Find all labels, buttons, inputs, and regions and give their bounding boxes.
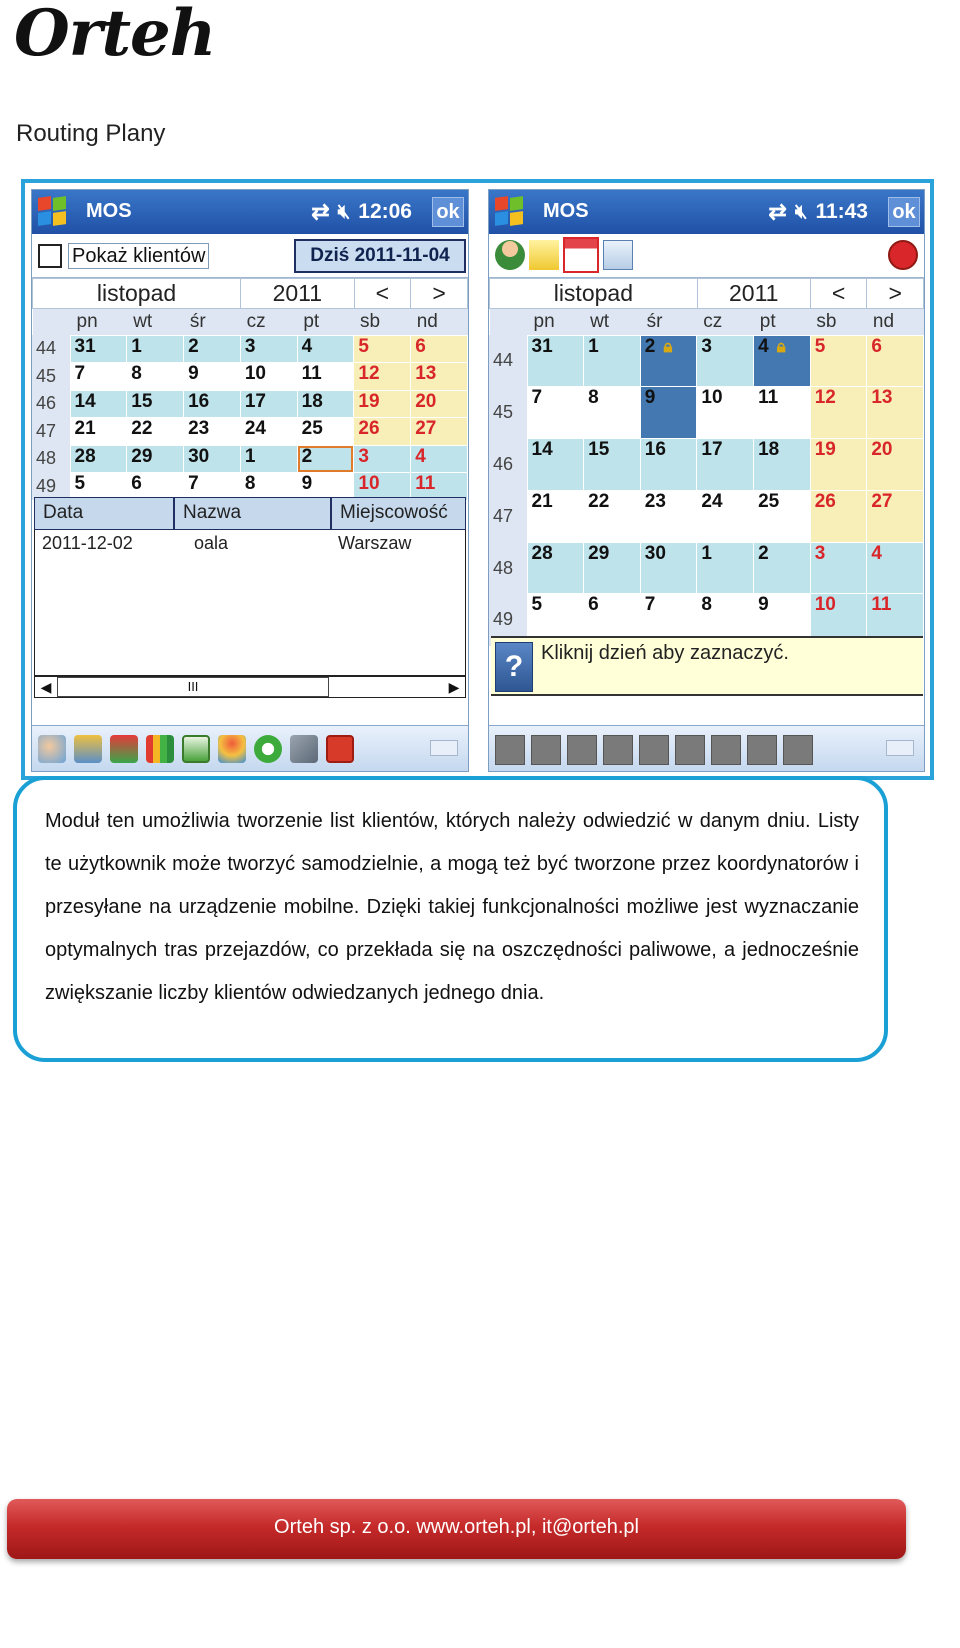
day-number: 1 bbox=[244, 445, 256, 467]
list-item[interactable] bbox=[34, 533, 466, 554]
column-header-name[interactable]: Nazwa bbox=[174, 497, 331, 530]
day-cell[interactable] bbox=[297, 473, 354, 501]
day-number: 21 bbox=[531, 490, 553, 512]
list-item-city: Warszaw bbox=[338, 533, 412, 553]
next-month-button[interactable]: > bbox=[411, 279, 468, 309]
day-cell[interactable] bbox=[411, 363, 468, 391]
day-cell[interactable] bbox=[240, 473, 297, 501]
next-month-button[interactable]: > bbox=[867, 279, 924, 309]
day-number: 16 bbox=[188, 390, 210, 412]
list-item-date: 2011-12-02 bbox=[42, 533, 133, 553]
day-cell[interactable] bbox=[810, 335, 867, 387]
calendar-check-icon[interactable] bbox=[182, 735, 210, 763]
day-number: 27 bbox=[871, 490, 893, 512]
day-number: 11 bbox=[415, 473, 436, 494]
day-cell[interactable] bbox=[754, 387, 811, 439]
day-number: 27 bbox=[415, 418, 437, 439]
day-cell[interactable] bbox=[697, 542, 754, 594]
day-cell[interactable] bbox=[810, 439, 867, 491]
day-number: 9 bbox=[188, 363, 199, 384]
day-cell[interactable] bbox=[297, 363, 354, 391]
umbrella-icon[interactable] bbox=[218, 735, 246, 763]
day-number: 12 bbox=[358, 363, 380, 384]
day-number: 31 bbox=[74, 335, 96, 357]
day-number: 17 bbox=[701, 439, 723, 461]
day-number: 9 bbox=[644, 387, 656, 409]
day-cell[interactable] bbox=[184, 473, 241, 501]
week-row bbox=[489, 542, 924, 594]
week-number: 49 bbox=[32, 473, 70, 501]
prev-month-button[interactable]: < bbox=[810, 279, 867, 309]
day-cell[interactable] bbox=[411, 418, 468, 446]
orteh-logo: Orteh bbox=[14, 0, 216, 71]
day-number: 14 bbox=[74, 390, 96, 412]
day-number: 1 bbox=[701, 542, 712, 564]
empty-slot-icon[interactable] bbox=[531, 735, 561, 765]
day-cell[interactable] bbox=[70, 363, 127, 391]
day-number: 22 bbox=[588, 490, 610, 512]
month-label[interactable]: listopad bbox=[490, 279, 698, 309]
day-cell[interactable] bbox=[697, 439, 754, 491]
day-cell[interactable] bbox=[527, 387, 584, 439]
weekday-header: wt bbox=[584, 309, 641, 335]
day-number: 30 bbox=[188, 445, 210, 467]
day-cell[interactable] bbox=[127, 390, 184, 418]
week-number: 45 bbox=[32, 363, 70, 391]
day-number: 7 bbox=[74, 363, 86, 384]
day-cell[interactable] bbox=[411, 473, 468, 501]
week-number: 44 bbox=[489, 335, 527, 387]
week-row bbox=[489, 387, 924, 439]
day-cell[interactable] bbox=[640, 335, 697, 387]
day-cell[interactable] bbox=[640, 439, 697, 491]
day-cell[interactable] bbox=[867, 335, 924, 387]
week-row bbox=[32, 335, 468, 363]
day-cell[interactable] bbox=[754, 490, 811, 542]
day-cell[interactable] bbox=[527, 490, 584, 542]
day-number: 8 bbox=[131, 363, 142, 384]
day-number: 11 bbox=[301, 363, 322, 384]
lock-icon: 🔒︎ bbox=[663, 336, 673, 356]
week-row bbox=[489, 335, 924, 387]
footer-bar: Orteh sp. z o.o. www.orteh.pl, it@orteh.pl bbox=[7, 1499, 906, 1559]
day-cell[interactable] bbox=[584, 439, 641, 491]
day-cell[interactable] bbox=[354, 335, 411, 363]
day-number: 8 bbox=[701, 594, 712, 616]
day-number: 5 bbox=[531, 594, 543, 616]
contact-card-icon[interactable] bbox=[603, 240, 633, 270]
hint-bar bbox=[491, 636, 923, 696]
week-number: 49 bbox=[489, 594, 527, 646]
week-row bbox=[32, 418, 468, 446]
description-text: Moduł ten umożliwia tworzenie list klientów, których należy odwiedzić w danym dniu. Listy te użytkownik może tworzyć samodzielnie, a mogą też być tworzone przez koordynatorów i przesyłane na urządzenie mobilne. Dzięki takiej funkcjonalności możliwe jest wyznaczanie optymalnych tras przejazdów, co przekłada się na oszczędności paliwowe, a jednocześnie zwiększanie liczby klientów odwiedzanych jednego dnia. bbox=[45, 810, 859, 1004]
day-cell[interactable] bbox=[867, 387, 924, 439]
week-number: 47 bbox=[489, 490, 527, 542]
day-cell[interactable] bbox=[640, 387, 697, 439]
day-number: 25 bbox=[301, 418, 323, 439]
day-cell[interactable] bbox=[411, 390, 468, 418]
day-cell[interactable] bbox=[240, 445, 297, 473]
week-row bbox=[32, 473, 468, 501]
weekday-header: cz bbox=[241, 309, 298, 335]
ok-button[interactable]: ok bbox=[432, 197, 464, 227]
day-cell[interactable] bbox=[184, 363, 241, 391]
windows-start-icon[interactable] bbox=[495, 197, 525, 227]
show-clients-checkbox[interactable] bbox=[38, 244, 62, 268]
windows-start-icon[interactable] bbox=[38, 197, 68, 227]
day-number: 8 bbox=[244, 473, 256, 494]
day-cell[interactable] bbox=[240, 335, 297, 363]
empty-slot-icon[interactable] bbox=[711, 735, 741, 765]
weekday-header: wt bbox=[127, 309, 184, 335]
calendar-icon[interactable] bbox=[563, 237, 599, 273]
day-cell[interactable] bbox=[240, 363, 297, 391]
day-cell[interactable] bbox=[411, 335, 468, 363]
day-cell[interactable] bbox=[754, 335, 811, 387]
day-number: 4 bbox=[301, 335, 313, 357]
day-number: 4 bbox=[871, 542, 882, 564]
day-cell[interactable] bbox=[640, 542, 697, 594]
day-number: 31 bbox=[531, 335, 553, 357]
day-cell[interactable] bbox=[527, 439, 584, 491]
empty-slot-icon[interactable] bbox=[675, 735, 705, 765]
day-number: 1 bbox=[588, 335, 599, 357]
day-cell[interactable] bbox=[184, 390, 241, 418]
list-item-name: oala bbox=[194, 533, 229, 553]
empty-slot-icon[interactable] bbox=[567, 735, 597, 765]
week-number: 45 bbox=[489, 387, 527, 439]
weekday-header: śr bbox=[184, 309, 241, 335]
description-box bbox=[13, 776, 888, 1062]
empty-slot-icon[interactable] bbox=[747, 735, 777, 765]
day-cell[interactable] bbox=[697, 490, 754, 542]
day-number: 3 bbox=[701, 335, 712, 357]
day-number: 4 bbox=[758, 335, 769, 357]
weekday-header: pn bbox=[71, 309, 128, 335]
day-number: 8 bbox=[588, 387, 599, 409]
day-number: 10 bbox=[358, 473, 380, 494]
empty-slot-icon[interactable] bbox=[495, 735, 525, 765]
week-number: 47 bbox=[32, 418, 70, 446]
day-cell[interactable] bbox=[127, 418, 184, 446]
day-number: 2 bbox=[758, 542, 769, 564]
day-cell[interactable] bbox=[697, 387, 754, 439]
day-number: 1 bbox=[131, 335, 142, 357]
hint-text: Kliknij dzień aby zaznaczyć. bbox=[541, 642, 789, 664]
year-label[interactable]: 2011 bbox=[241, 279, 354, 309]
column-header-date[interactable]: Data bbox=[34, 497, 174, 530]
day-number: 18 bbox=[301, 390, 323, 412]
client-list-header bbox=[34, 497, 466, 530]
day-cell[interactable] bbox=[240, 418, 297, 446]
empty-slot-icon[interactable] bbox=[603, 735, 633, 765]
cancel-icon[interactable] bbox=[888, 240, 918, 270]
day-number: 14 bbox=[531, 439, 553, 461]
day-number: 24 bbox=[244, 418, 266, 439]
weekday-header: nd bbox=[867, 309, 924, 335]
weekday-header: sb bbox=[354, 309, 411, 335]
week-row bbox=[32, 445, 468, 473]
day-cell[interactable] bbox=[127, 363, 184, 391]
speaker-mute-icon[interactable]: 🔇︎ bbox=[794, 200, 808, 223]
screenshots-frame bbox=[21, 179, 934, 780]
day-cell[interactable] bbox=[70, 390, 127, 418]
day-cell[interactable] bbox=[297, 445, 354, 473]
day-number: 7 bbox=[531, 387, 543, 409]
column-header-city[interactable]: Miejscowość bbox=[331, 497, 466, 530]
day-number: 3 bbox=[244, 335, 256, 357]
day-number: 21 bbox=[74, 418, 96, 439]
day-number: 11 bbox=[871, 594, 892, 616]
day-cell[interactable] bbox=[297, 390, 354, 418]
day-number: 9 bbox=[758, 594, 769, 616]
day-cell[interactable] bbox=[354, 390, 411, 418]
week-row bbox=[489, 490, 924, 542]
scroll-right-icon[interactable]: ▶ bbox=[448, 679, 460, 695]
day-number: 22 bbox=[131, 418, 153, 439]
day-cell[interactable] bbox=[810, 542, 867, 594]
day-number: 10 bbox=[244, 363, 266, 384]
day-number: 13 bbox=[871, 387, 893, 409]
calendar bbox=[489, 278, 924, 646]
view-toolbar bbox=[489, 234, 924, 278]
keyboard-icon[interactable] bbox=[430, 740, 458, 756]
month-label[interactable]: listopad bbox=[33, 279, 241, 309]
week-number: 44 bbox=[32, 335, 70, 363]
week-header bbox=[33, 309, 71, 335]
day-cell[interactable] bbox=[354, 473, 411, 501]
keyboard-icon[interactable] bbox=[886, 740, 914, 756]
empty-slot-icon[interactable] bbox=[783, 735, 813, 765]
day-cell[interactable] bbox=[70, 445, 127, 473]
day-number: 3 bbox=[814, 542, 826, 564]
clients-icon[interactable] bbox=[38, 735, 66, 763]
day-number: 7 bbox=[644, 594, 656, 616]
day-cell[interactable] bbox=[70, 418, 127, 446]
horizontal-scrollbar[interactable] bbox=[34, 676, 466, 698]
week-number: 48 bbox=[32, 445, 70, 473]
day-number: 23 bbox=[188, 418, 210, 439]
day-number: 4 bbox=[415, 445, 426, 467]
day-number: 25 bbox=[758, 490, 780, 512]
day-cell[interactable] bbox=[810, 387, 867, 439]
scroll-left-icon[interactable]: ◀ bbox=[40, 679, 52, 695]
day-cell[interactable] bbox=[640, 490, 697, 542]
day-cell[interactable] bbox=[867, 439, 924, 491]
day-cell[interactable] bbox=[127, 445, 184, 473]
sync-icon[interactable]: ⇄ bbox=[768, 199, 787, 224]
right-phone-screen bbox=[488, 189, 925, 772]
day-number: 3 bbox=[358, 445, 369, 467]
scroll-thumb[interactable]: III bbox=[57, 677, 329, 697]
week-number: 46 bbox=[489, 439, 527, 491]
weekday-header: śr bbox=[641, 309, 698, 335]
day-cell[interactable] bbox=[184, 335, 241, 363]
day-cell[interactable] bbox=[527, 542, 584, 594]
day-cell[interactable] bbox=[411, 445, 468, 473]
day-cell[interactable] bbox=[584, 542, 641, 594]
day-number: 23 bbox=[644, 490, 666, 512]
bottom-toolbar bbox=[32, 725, 468, 771]
day-number: 6 bbox=[871, 335, 882, 357]
weekday-header: pn bbox=[528, 309, 585, 335]
prev-month-button[interactable]: < bbox=[354, 279, 411, 309]
day-number: 6 bbox=[588, 594, 599, 616]
day-cell[interactable] bbox=[527, 335, 584, 387]
day-number: 11 bbox=[758, 387, 779, 409]
weekday-header: pt bbox=[754, 309, 811, 335]
weekday-header: sb bbox=[810, 309, 867, 335]
day-number: 9 bbox=[301, 473, 313, 494]
day-number: 7 bbox=[188, 473, 199, 494]
day-number: 6 bbox=[415, 335, 426, 357]
day-cell[interactable] bbox=[127, 335, 184, 363]
clock: 11:43 bbox=[815, 200, 868, 223]
day-cell[interactable] bbox=[354, 363, 411, 391]
show-clients-label[interactable]: Pokaż klientów bbox=[68, 243, 209, 269]
day-number: 13 bbox=[415, 363, 437, 384]
day-number: 19 bbox=[814, 439, 836, 461]
day-cell[interactable] bbox=[297, 335, 354, 363]
title-bar bbox=[489, 190, 924, 234]
day-number: 17 bbox=[244, 390, 266, 412]
app-title: MOS bbox=[86, 200, 132, 222]
day-cell[interactable] bbox=[184, 445, 241, 473]
app-title: MOS bbox=[543, 200, 589, 222]
today-button[interactable]: Dziś 2011-11-04 bbox=[294, 239, 466, 273]
ok-button[interactable]: ok bbox=[888, 197, 920, 227]
day-cell[interactable] bbox=[754, 439, 811, 491]
notes-icon[interactable] bbox=[529, 240, 559, 270]
day-number: 30 bbox=[644, 542, 666, 564]
clock: 12:06 bbox=[358, 200, 412, 223]
day-number: 20 bbox=[415, 390, 437, 412]
delivery-truck-icon[interactable] bbox=[74, 735, 102, 763]
statistics-icon[interactable] bbox=[146, 735, 174, 763]
day-number: 29 bbox=[131, 445, 153, 467]
week-row bbox=[32, 363, 468, 391]
filter-row bbox=[32, 234, 468, 278]
day-number: 28 bbox=[74, 445, 96, 467]
sync-icon[interactable]: ⇄ bbox=[311, 199, 330, 224]
week-row bbox=[489, 439, 924, 491]
day-number: 19 bbox=[358, 390, 380, 412]
week-number: 46 bbox=[32, 390, 70, 418]
day-number: 6 bbox=[131, 473, 142, 494]
day-number: 29 bbox=[588, 542, 610, 564]
lock-icon: 🔒︎ bbox=[776, 336, 786, 356]
day-cell[interactable] bbox=[584, 387, 641, 439]
day-cell[interactable] bbox=[754, 542, 811, 594]
day-number: 20 bbox=[871, 439, 893, 461]
day-number: 24 bbox=[701, 490, 723, 512]
weekday-header: cz bbox=[697, 309, 754, 335]
power-exit-icon[interactable] bbox=[326, 735, 354, 763]
day-number: 5 bbox=[814, 335, 826, 357]
speaker-mute-icon[interactable]: 🔇︎ bbox=[337, 200, 351, 223]
day-cell[interactable] bbox=[354, 418, 411, 446]
day-number: 10 bbox=[701, 387, 723, 409]
products-icon[interactable] bbox=[110, 735, 138, 763]
week-number: 48 bbox=[489, 542, 527, 594]
day-number: 26 bbox=[358, 418, 380, 439]
bottom-toolbar bbox=[489, 725, 924, 771]
calendar bbox=[32, 278, 468, 501]
left-phone-screen bbox=[31, 189, 469, 772]
day-cell[interactable] bbox=[184, 418, 241, 446]
day-number: 15 bbox=[131, 390, 153, 412]
day-cell[interactable] bbox=[867, 542, 924, 594]
day-cell[interactable] bbox=[810, 490, 867, 542]
weekday-header: pt bbox=[297, 309, 354, 335]
day-cell[interactable] bbox=[584, 490, 641, 542]
client-person-icon[interactable] bbox=[495, 240, 525, 270]
title-bar bbox=[32, 190, 468, 234]
day-number: 2 bbox=[301, 445, 313, 467]
weekday-header: nd bbox=[411, 309, 468, 335]
day-cell[interactable] bbox=[697, 335, 754, 387]
day-cell[interactable] bbox=[127, 473, 184, 501]
day-cell[interactable] bbox=[867, 490, 924, 542]
day-number: 5 bbox=[74, 473, 86, 494]
sync-refresh-icon[interactable] bbox=[254, 735, 282, 763]
day-number: 18 bbox=[758, 439, 780, 461]
day-number: 2 bbox=[644, 335, 656, 357]
help-question-icon: ? bbox=[495, 642, 533, 692]
day-number: 10 bbox=[814, 594, 836, 616]
day-number: 5 bbox=[358, 335, 369, 357]
day-cell[interactable] bbox=[584, 335, 641, 387]
year-label[interactable]: 2011 bbox=[697, 279, 810, 309]
day-number: 12 bbox=[814, 387, 836, 409]
day-number: 15 bbox=[588, 439, 610, 461]
day-cell[interactable] bbox=[70, 473, 127, 501]
day-cell[interactable] bbox=[240, 390, 297, 418]
week-header bbox=[490, 309, 528, 335]
day-cell[interactable] bbox=[297, 418, 354, 446]
day-number: 28 bbox=[531, 542, 553, 564]
day-number: 26 bbox=[814, 490, 836, 512]
day-number: 16 bbox=[644, 439, 666, 461]
settings-tools-icon[interactable] bbox=[290, 735, 318, 763]
day-number: 2 bbox=[188, 335, 199, 357]
day-cell[interactable] bbox=[354, 445, 411, 473]
empty-slot-icon[interactable] bbox=[639, 735, 669, 765]
page-title: Routing Plany bbox=[16, 120, 166, 147]
day-cell[interactable] bbox=[70, 335, 127, 363]
week-row bbox=[32, 390, 468, 418]
